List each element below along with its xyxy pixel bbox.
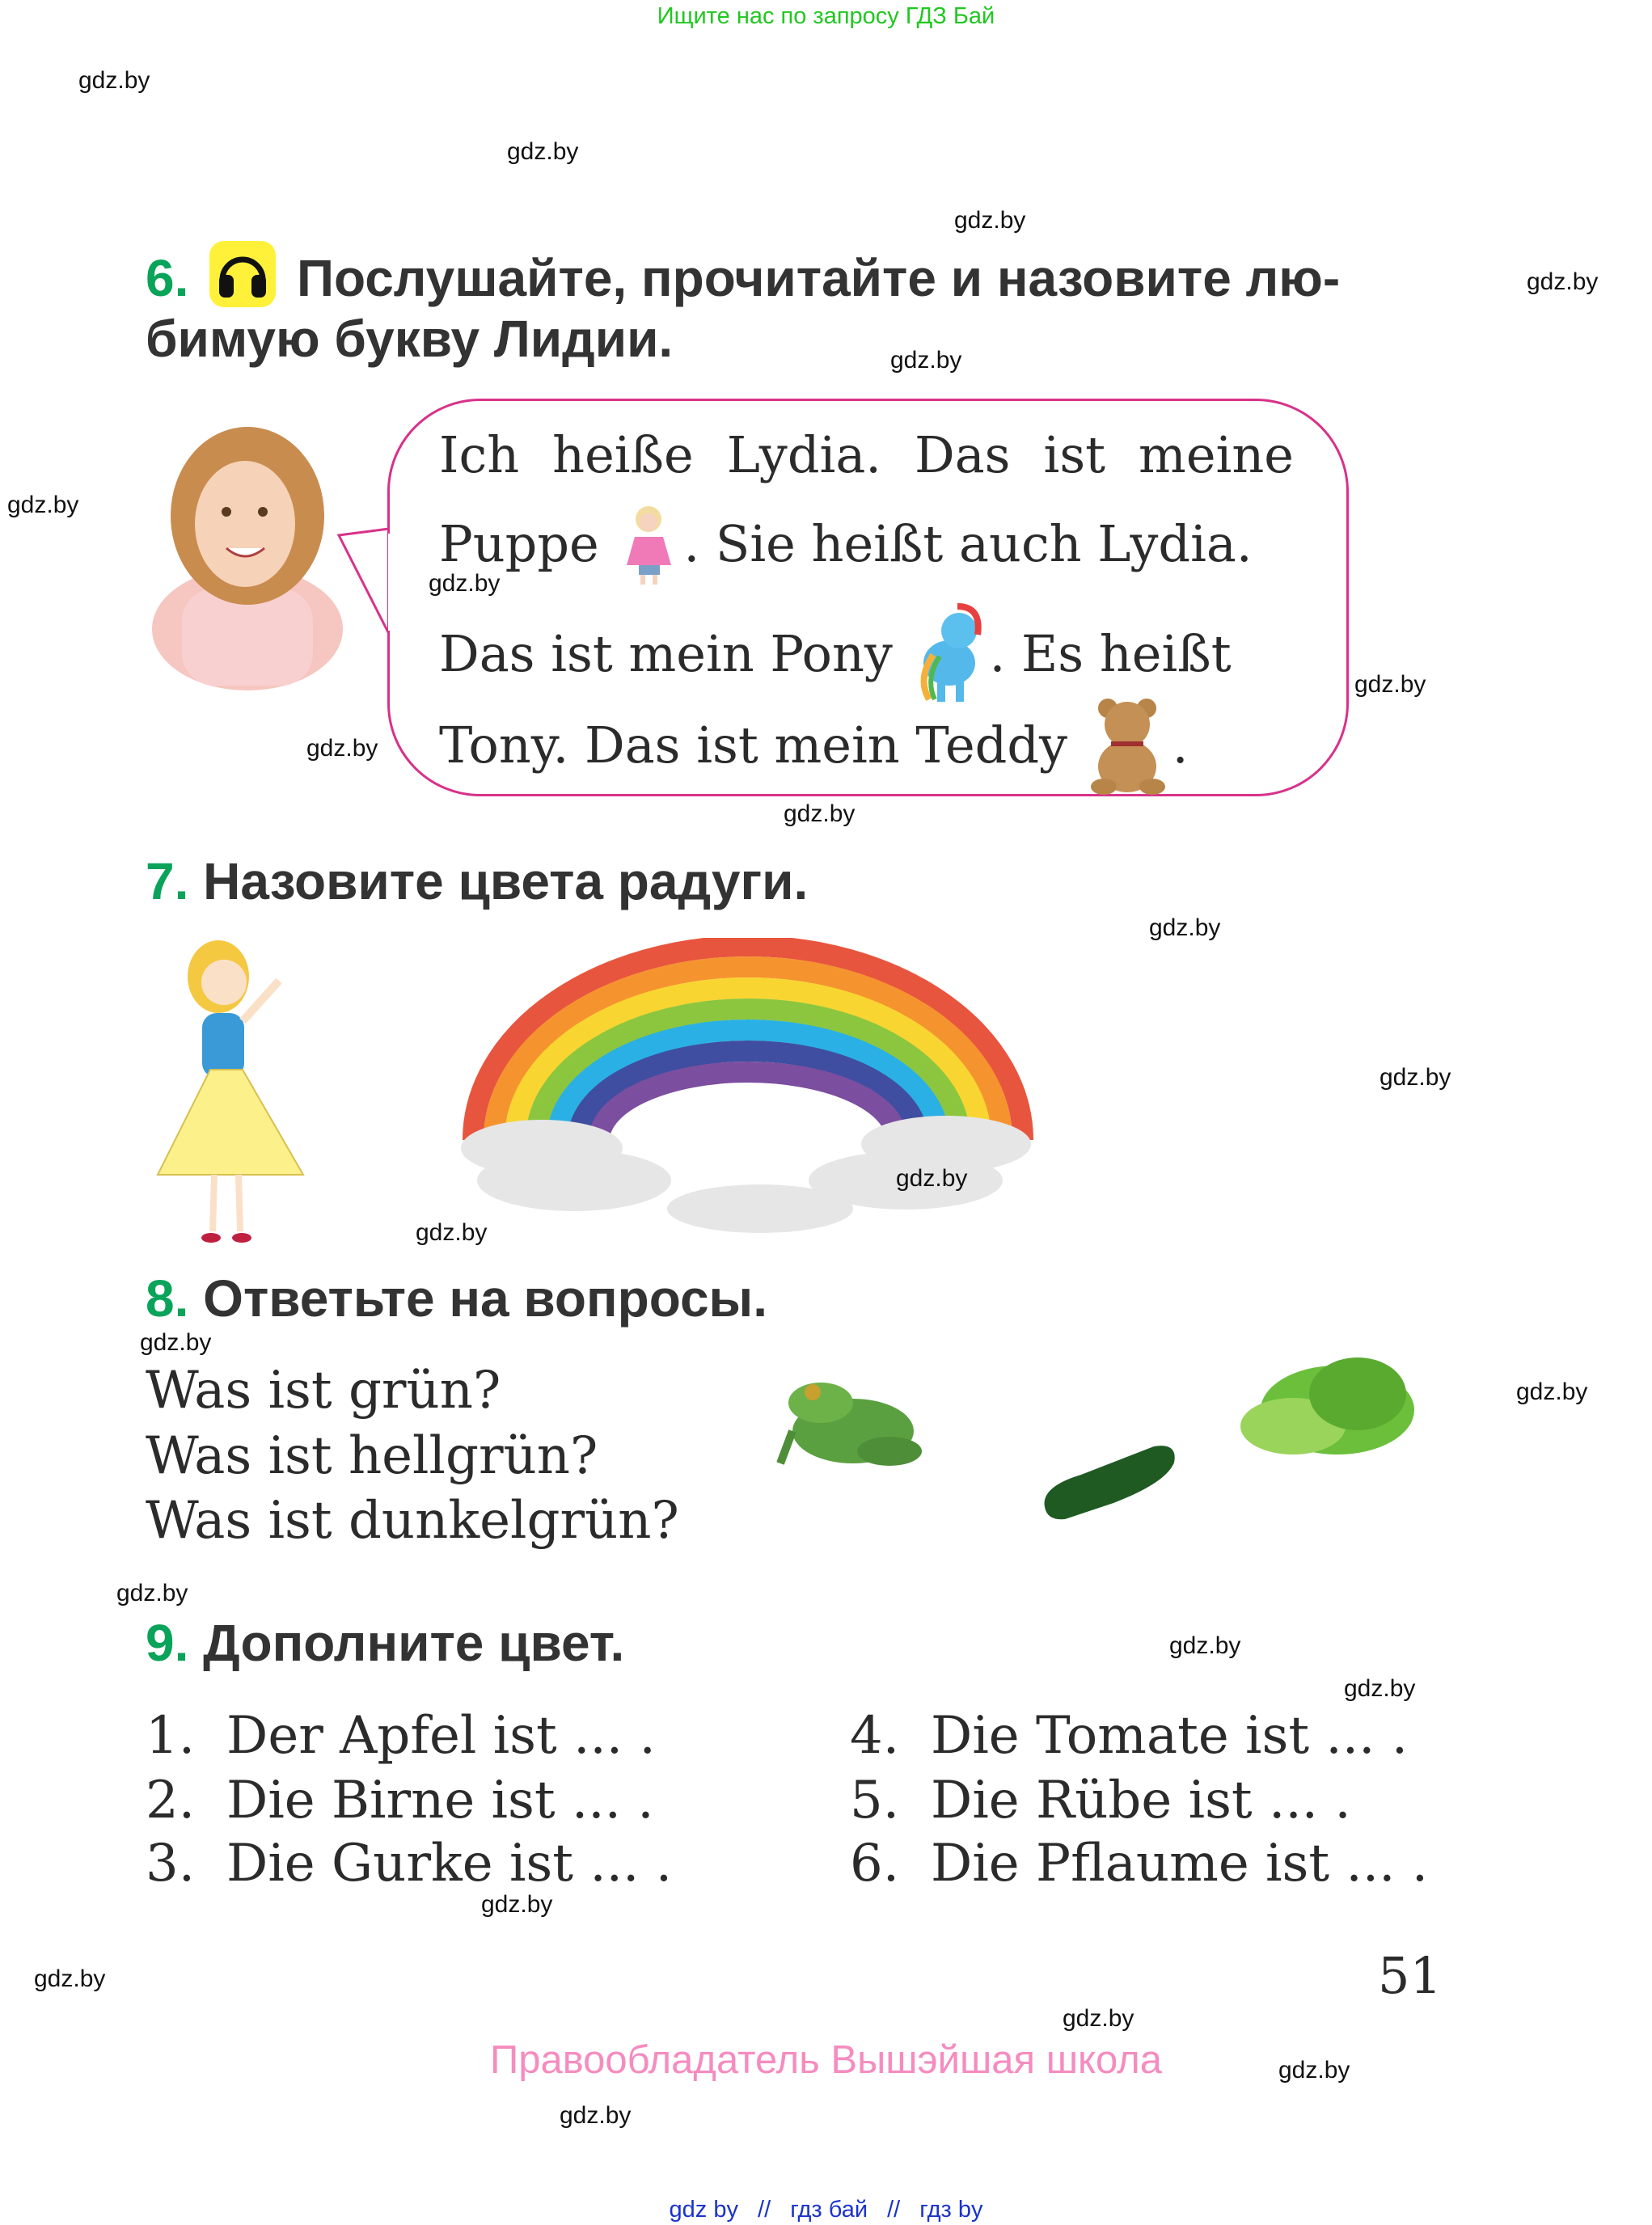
- exercise-7-title: [146, 849, 808, 914]
- watermark: gdz.by: [116, 1580, 188, 1606]
- watermark: gdz.by: [306, 735, 378, 762]
- separator: //: [758, 2197, 771, 2223]
- lettuce-image: [1236, 1345, 1420, 1466]
- question-3: Was ist dunkelgrün?: [146, 1491, 679, 1551]
- item-text: Die Tomate ist ... .: [931, 1706, 1409, 1766]
- watermark: gdz.by: [78, 67, 150, 94]
- watermark: gdz.by: [1063, 2005, 1134, 2032]
- exercise-number: 8.: [146, 1269, 189, 1328]
- copyright-footer: Правообладатель Вышэйшая школа: [489, 2038, 1163, 2082]
- watermark: gdz.by: [896, 1165, 968, 1192]
- bubble-line-2: [439, 505, 1294, 585]
- item-text: Die Gurke ist ... .: [226, 1834, 673, 1894]
- girl-photo: [150, 427, 346, 690]
- bubble-line-3: [439, 598, 1294, 703]
- watermark: gdz.by: [1344, 1675, 1416, 1702]
- doll-image: [615, 505, 683, 585]
- exercise-6-title: [146, 241, 1340, 310]
- item-number: 4.: [850, 1706, 900, 1766]
- search-banner[interactable]: Ищите нас по запросу ГДЗ Бай: [657, 3, 995, 29]
- link-gdz-by-cyr[interactable]: гдз by: [919, 2197, 983, 2223]
- watermark: gdz.by: [890, 347, 962, 374]
- exercise-7-title-text: Назовите цвета радуги.: [203, 852, 809, 910]
- bubble-line-1: Ich heiße Lydia. Das ist meine: [439, 425, 1294, 484]
- bubble-text: . Es heißt: [989, 624, 1232, 683]
- pony-image: [909, 598, 990, 703]
- frog-image: [776, 1374, 926, 1478]
- page-number: 51: [1378, 1946, 1442, 2005]
- watermark: gdz.by: [1169, 1632, 1241, 1659]
- watermark: gdz.by: [954, 207, 1026, 234]
- watermark: gdz.by: [1278, 2057, 1350, 2084]
- link-gdz-by[interactable]: gdz by: [669, 2197, 738, 2223]
- watermark: gdz.by: [507, 138, 579, 165]
- exercise-6-title-line1: Послушайте, прочитайте и назовите лю-: [296, 249, 1341, 307]
- exercise-6-title-line2: бимую букву Лидии.: [146, 310, 674, 368]
- question-2: Was ist hellgrün?: [146, 1426, 598, 1486]
- watermark: gdz.by: [1516, 1378, 1588, 1405]
- watermark: gdz.by: [481, 1891, 553, 1918]
- item-text: Die Rübe ist ... .: [931, 1771, 1351, 1830]
- exercise-number: 7.: [146, 852, 189, 910]
- watermark: gdz.by: [1149, 914, 1221, 941]
- item-number: 1.: [146, 1706, 196, 1766]
- watermark: gdz.by: [1527, 268, 1599, 295]
- watermark: gdz.by: [560, 2102, 632, 2129]
- bubble-text: Puppe: [439, 514, 599, 573]
- fill-item: [146, 1704, 656, 1768]
- watermark: gdz.by: [140, 1329, 212, 1356]
- item-number: 6.: [850, 1834, 900, 1894]
- bubble-text: .: [1172, 716, 1189, 775]
- watermark: gdz.by: [784, 800, 856, 827]
- separator: //: [887, 2197, 901, 2223]
- item-text: Die Birne ist ... .: [226, 1771, 654, 1830]
- fill-item: [850, 1831, 1428, 1896]
- fill-item: [146, 1768, 654, 1833]
- fill-item: [850, 1704, 1408, 1768]
- exercise-8-title-text: Ответьте на вопросы.: [203, 1269, 767, 1328]
- watermark: gdz.by: [7, 492, 79, 518]
- bubble-line-4: [439, 694, 1294, 795]
- watermark: gdz.by: [429, 570, 501, 597]
- item-text: Der Apfel ist ... .: [226, 1706, 656, 1766]
- link-gdz-bai[interactable]: гдз бай: [790, 2197, 868, 2223]
- item-number: 5.: [850, 1771, 900, 1830]
- watermark: gdz.by: [1379, 1064, 1451, 1091]
- item-text: Die Pflaume ist ... .: [931, 1834, 1429, 1894]
- cartoon-girl-image: [150, 932, 306, 1246]
- cucumber-image: [1033, 1438, 1182, 1528]
- speech-bubble-tail: [336, 526, 392, 639]
- watermark: gdz.by: [416, 1219, 488, 1246]
- exercise-9-title-text: Дополните цвет.: [203, 1614, 625, 1672]
- watermark: gdz.by: [34, 1965, 106, 1992]
- bubble-text: Das ist mein Pony: [439, 624, 893, 683]
- teddy-bear-image: [1084, 694, 1172, 795]
- headphones-icon[interactable]: [209, 241, 276, 307]
- exercise-8-title: [146, 1266, 767, 1331]
- fill-item: [146, 1831, 672, 1896]
- exercise-number: 6.: [146, 249, 189, 307]
- exercise-number: 9.: [146, 1614, 189, 1672]
- exercise-9-title: [146, 1611, 624, 1675]
- fill-item: [850, 1768, 1351, 1833]
- watermark: gdz.by: [1354, 671, 1426, 698]
- item-number: 3.: [146, 1834, 196, 1894]
- bubble-text: Tony. Das ist mein Teddy: [439, 716, 1068, 775]
- bubble-text: . Sie heißt auch Lydia.: [683, 514, 1253, 573]
- question-1: Was ist grün?: [146, 1361, 501, 1421]
- item-number: 2.: [146, 1771, 196, 1830]
- bubble-gap: [388, 534, 395, 631]
- bottom-links: [0, 2197, 1652, 2223]
